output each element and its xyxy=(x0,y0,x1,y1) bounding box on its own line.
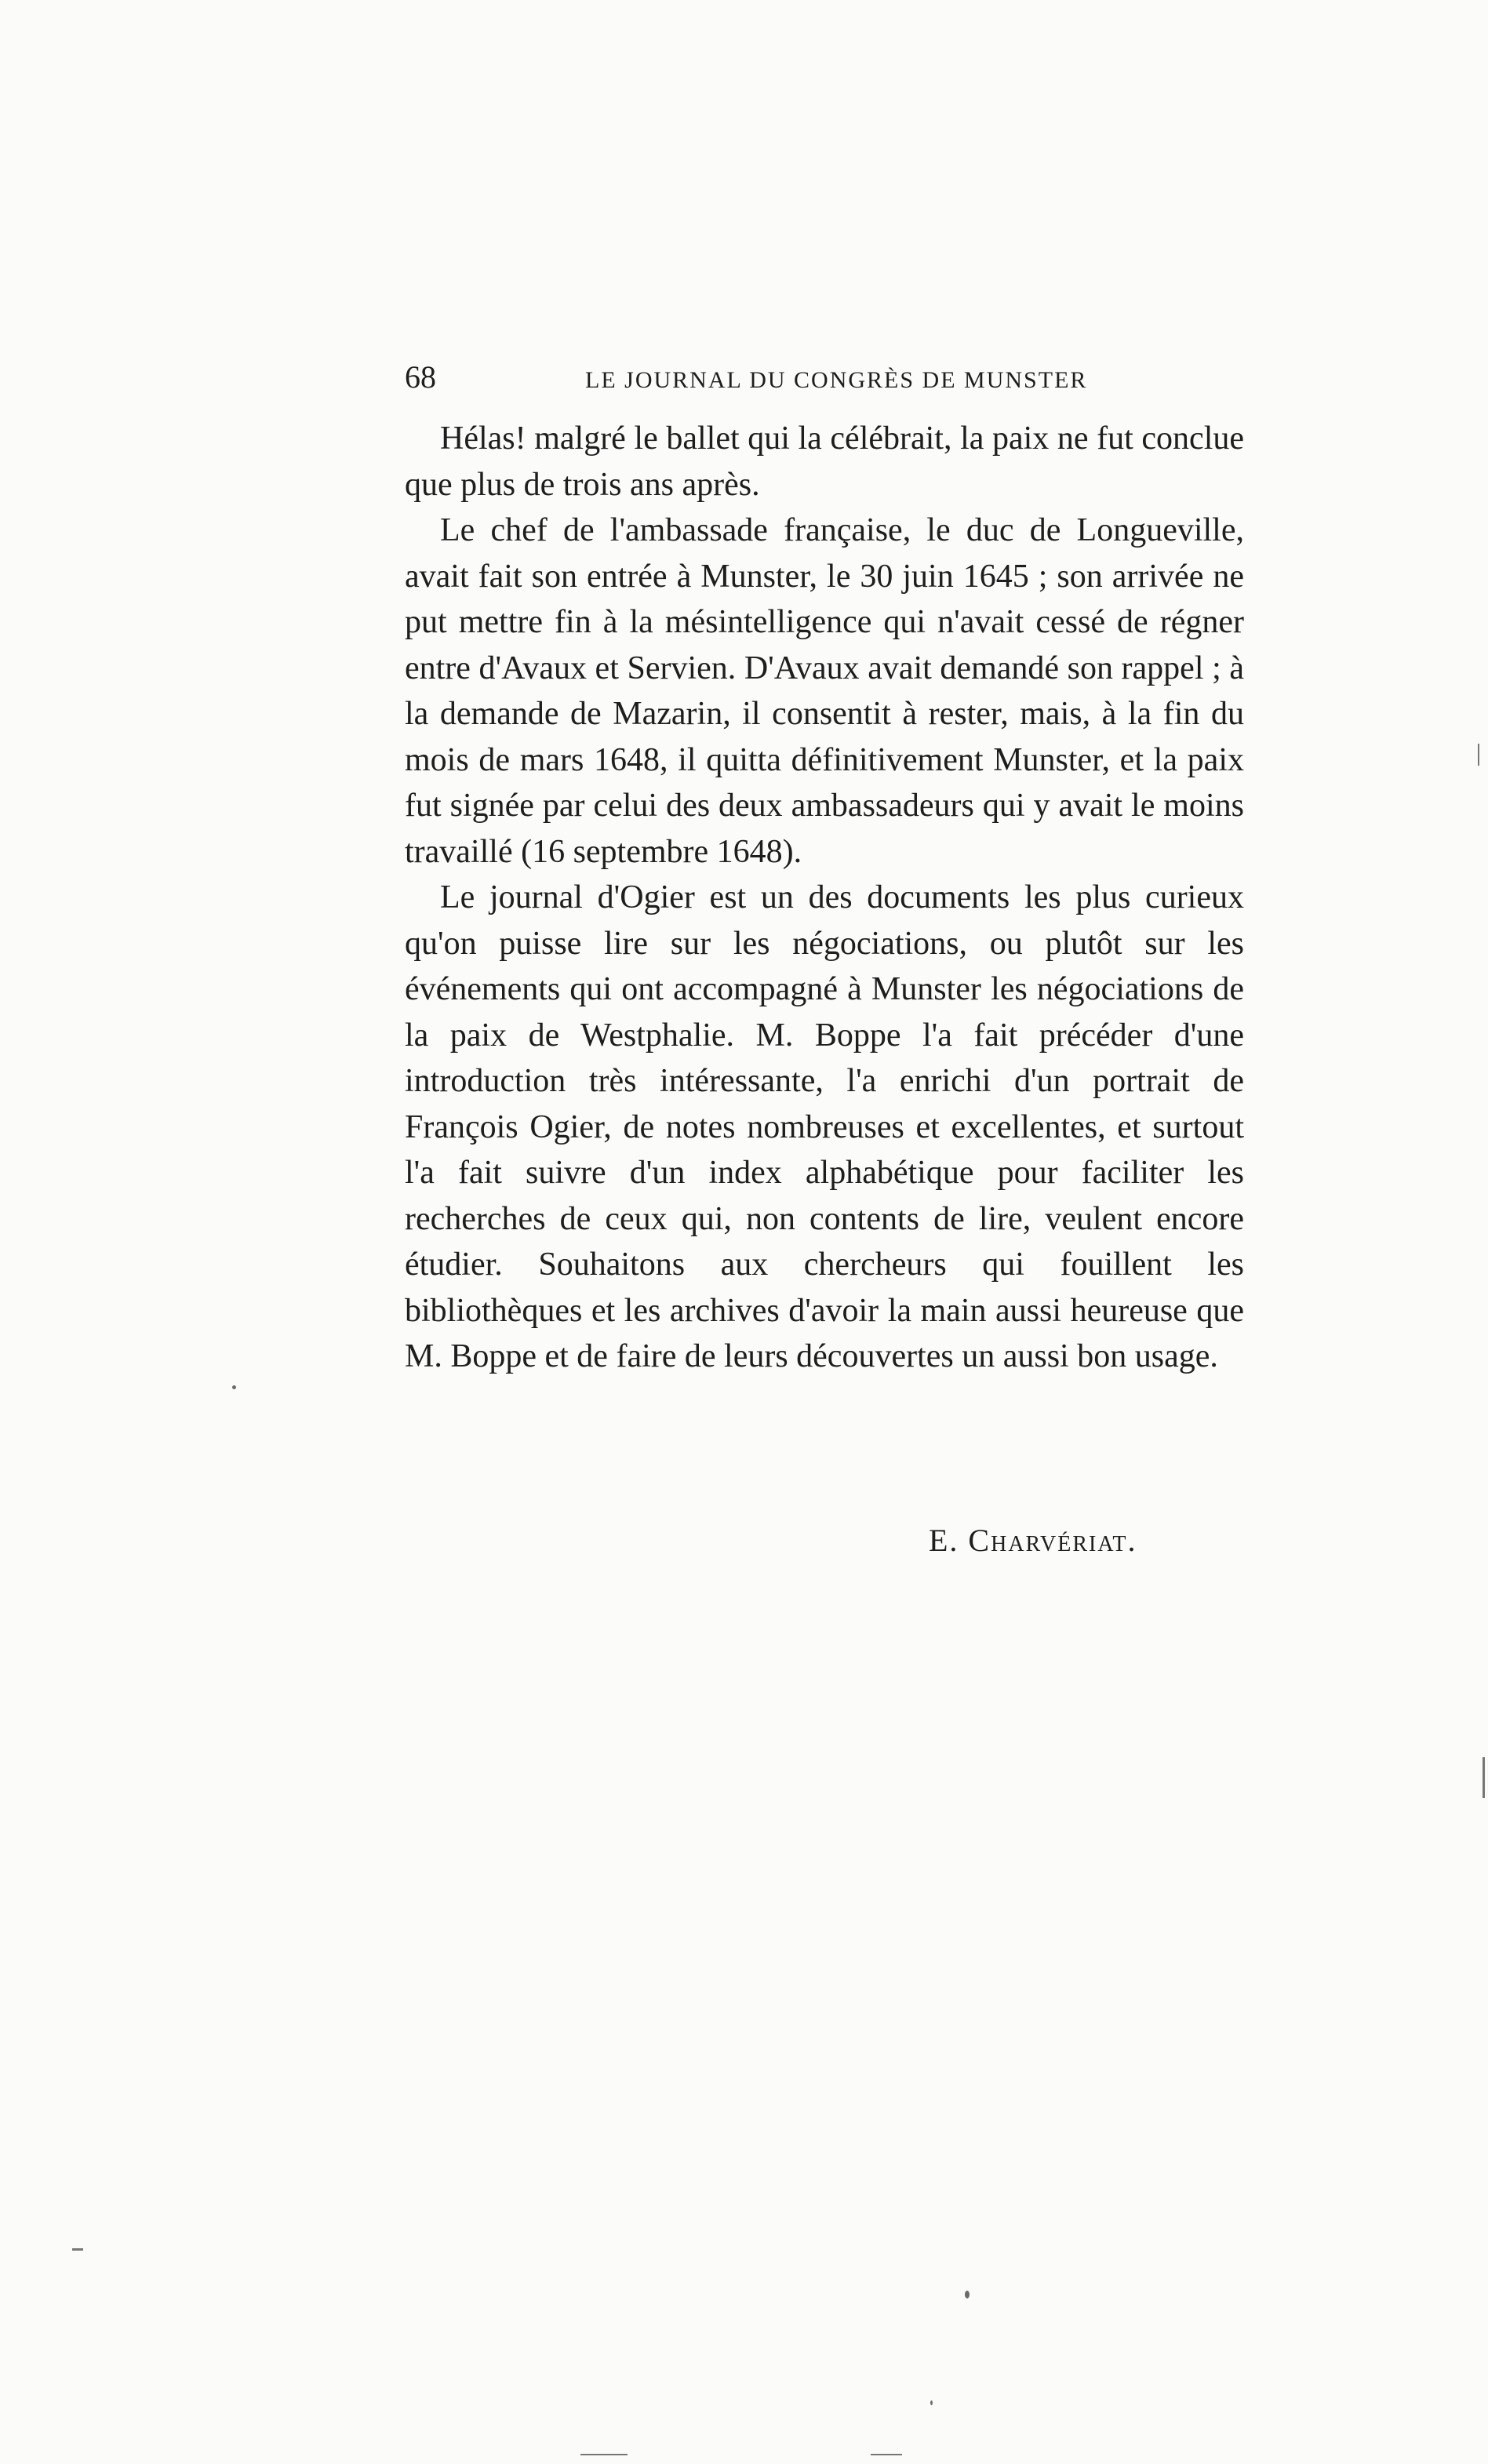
page-number: 68 xyxy=(405,359,436,395)
running-head: LE JOURNAL DU CONGRÈS DE MUNSTER xyxy=(585,367,1088,393)
paragraph: Le journal d'Ogier est un des documents les plus curieux qu'on puisse lire sur les négociations, ou plutôt sur les événements qui ont accompagné à Munster les négociations de la paix de Westphalie. M. Boppe l'a fait précéder d'une introduction très intéressante, l'a enrichi d'un portrait de François Ogier, de notes nombreuses et excellentes, et surtout l'a fait suivre d'un index alphabétique pour faciliter les recherches de ceux qui, non contents de lire, veulent encore étudier. Souhaitons aux chercheurs qui fouillent les bibliothèques et les archives d'avoir la main aussi heureuse que M. Boppe et de faire de leurs découvertes un aussi bon usage. xyxy=(405,879,1244,1374)
scan-mark xyxy=(1483,1757,1485,1798)
paragraph: Hélas! malgré le ballet qui la célébrait, la paix ne fut conclue que plus de trois ans après. xyxy=(405,420,1244,503)
scan-mark xyxy=(1478,744,1479,766)
scan-speck xyxy=(232,1385,236,1389)
scan-mark xyxy=(72,2248,83,2251)
scan-mark xyxy=(580,2454,628,2455)
scan-speck xyxy=(930,2400,933,2405)
body-text xyxy=(405,416,1244,1380)
paragraph: Le chef de l'ambassade française, le duc de Longueville, avait fait son entrée à Munster, le 30 juin 1645 ; son arrivée ne put mettre fin à la mésintelligence qui n'avait cessé de régner entre d'Avaux et Servien. D'Avaux avait demandé son rappel ; à la demande de Mazarin, il consentit à rester, mais, à la fin du mois de mars 1648, il quitta définitivement Munster, et la paix fut signée par celui des deux ambassadeurs qui y avait le moins travaillé (16 septembre 1648). xyxy=(405,512,1244,870)
author-signature: E. Charvériat. xyxy=(929,1523,1137,1558)
page-header xyxy=(405,358,1128,397)
scan-mark xyxy=(871,2454,902,2455)
scan-speck xyxy=(965,2291,970,2298)
